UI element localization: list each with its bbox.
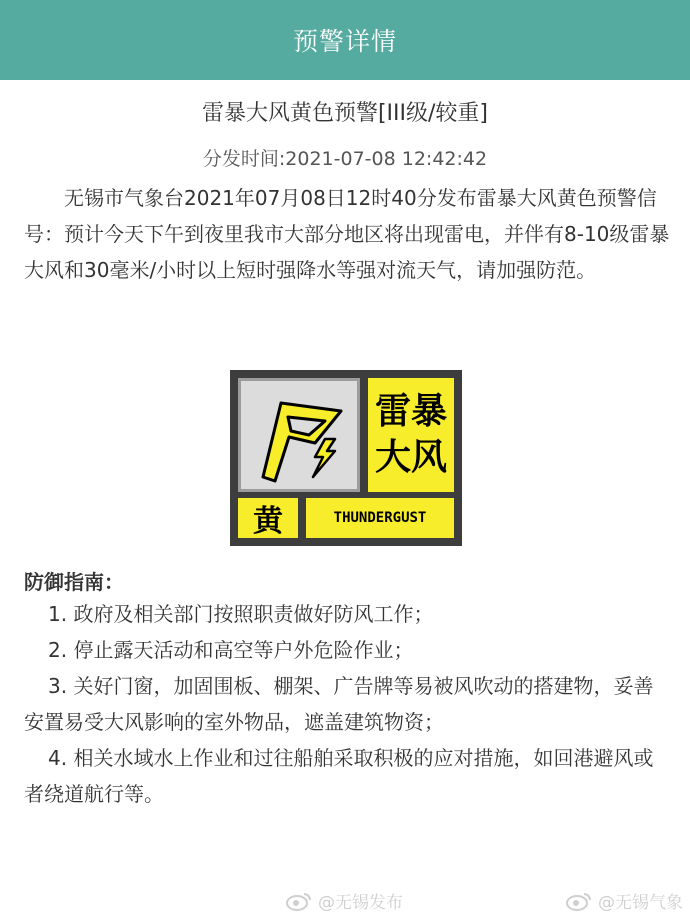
guide-item: 4. 相关水域水上作业和过往船舶采取积极的应对措施，如回港避风或者绕道航行等。 [24, 746, 654, 806]
guide-item: 3. 关好门窗，加固围板、棚架、广告牌等易被风吹动的搭建物，妥善安置易受大风影响的室外物品，遮盖建筑物资； [24, 674, 654, 734]
watermark-right [566, 888, 683, 913]
guide-list [24, 596, 672, 812]
warning-title: 雷暴大风黄色预警[III级/较重] [201, 101, 489, 126]
wind-lightning-icon [238, 378, 360, 492]
watermark-right-text: @无锡气象 [598, 893, 683, 913]
guide-title: 防御指南： [24, 570, 124, 594]
signal-level-label: 黄 [238, 498, 298, 538]
watermark-left-text: @无锡发布 [318, 893, 403, 913]
page-title: 预警详情 [292, 27, 397, 56]
signal-english-name: THUNDERGUST [306, 498, 454, 538]
signal-type-line-2: 大风 [374, 437, 447, 478]
guide-item: 1. 政府及相关部门按照职责做好防风工作； [48, 602, 434, 626]
signal-type-line-1: 雷暴 [374, 391, 447, 432]
signal-type-label [368, 378, 454, 492]
page-header [0, 0, 690, 80]
thundergust-yellow-signal-icon [230, 370, 462, 546]
issue-time: 分发时间:2021-07-08 12:42:42 [202, 148, 488, 170]
warning-content: 无锡市气象台2021年07月08日12时40分发布雷暴大风黄色预警信号：预计今天下午到夜里我市大部分地区将出现雷电，并伴有8-10级雷暴大风和30毫米/小时以上短时强降水等强对流天气，请加强防范。 [24, 186, 670, 282]
guide-item: 2. 停止露天活动和高空等户外危险作业； [48, 638, 414, 662]
weibo-icon [286, 891, 312, 911]
watermark-left [286, 888, 403, 913]
weibo-icon [566, 891, 592, 911]
